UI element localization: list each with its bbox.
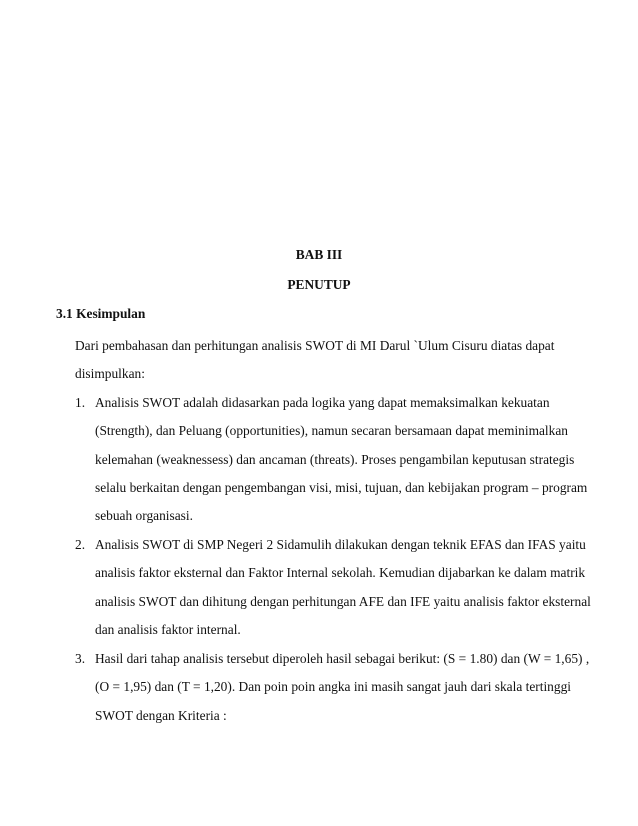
list-item-number: 1. bbox=[75, 395, 86, 410]
list-item-line: SWOT dengan Kriteria : bbox=[95, 708, 227, 723]
list-item-line: (O = 1,95) dan (T = 1,20). Dan poin poin angka ini masih sangat jauh dari skala tertinggi bbox=[95, 679, 571, 694]
chapter-title: PENUTUP bbox=[287, 277, 351, 292]
list-item-line: selalu berkaitan dengan pengembangan visi, misi, tujuan, dan kebijakan program – program bbox=[95, 480, 588, 495]
intro-line-1: Dari pembahasan dan perhitungan analisis SWOT di MI Darul `Ulum Cisuru diatas dapat bbox=[75, 338, 555, 353]
chapter-number: BAB III bbox=[295, 247, 343, 262]
list-item-line: (Strength), dan Peluang (opportunities), namun secaran bersamaan dapat meminimalkan bbox=[95, 423, 568, 438]
list-item-line: analisis SWOT dan dihitung dengan perhitungan AFE dan IFE yaitu analisis faktor eksternal bbox=[95, 594, 591, 609]
intro-line-2: disimpulkan: bbox=[75, 366, 145, 381]
list-item-line: kelemahan (weaknessess) dan ancaman (threats). Proses pengambilan keputusan strategis bbox=[95, 452, 575, 467]
list-item-line: Analisis SWOT adalah didasarkan pada logika yang dapat memaksimalkan kekuatan bbox=[95, 395, 550, 410]
section-heading: 3.1 Kesimpulan bbox=[56, 306, 146, 321]
list-item-number: 3. bbox=[75, 651, 86, 666]
list-item-line: sebuah organisasi. bbox=[95, 508, 193, 523]
list-item-line: analisis faktor eksternal dan Faktor Internal sekolah. Kemudian dijabarkan ke dalam matrik bbox=[95, 565, 586, 580]
list-item-line: dan analisis faktor internal. bbox=[95, 622, 241, 637]
list-item-number: 2. bbox=[75, 537, 86, 552]
list-item-line: Analisis SWOT di SMP Negeri 2 Sidamulih dilakukan dengan teknik EFAS dan IFAS yaitu bbox=[95, 537, 586, 552]
list-item-line: Hasil dari tahap analisis tersebut diperoleh hasil sebagai berikut: (S = 1.80) dan (W = 1,65) , bbox=[95, 651, 590, 666]
